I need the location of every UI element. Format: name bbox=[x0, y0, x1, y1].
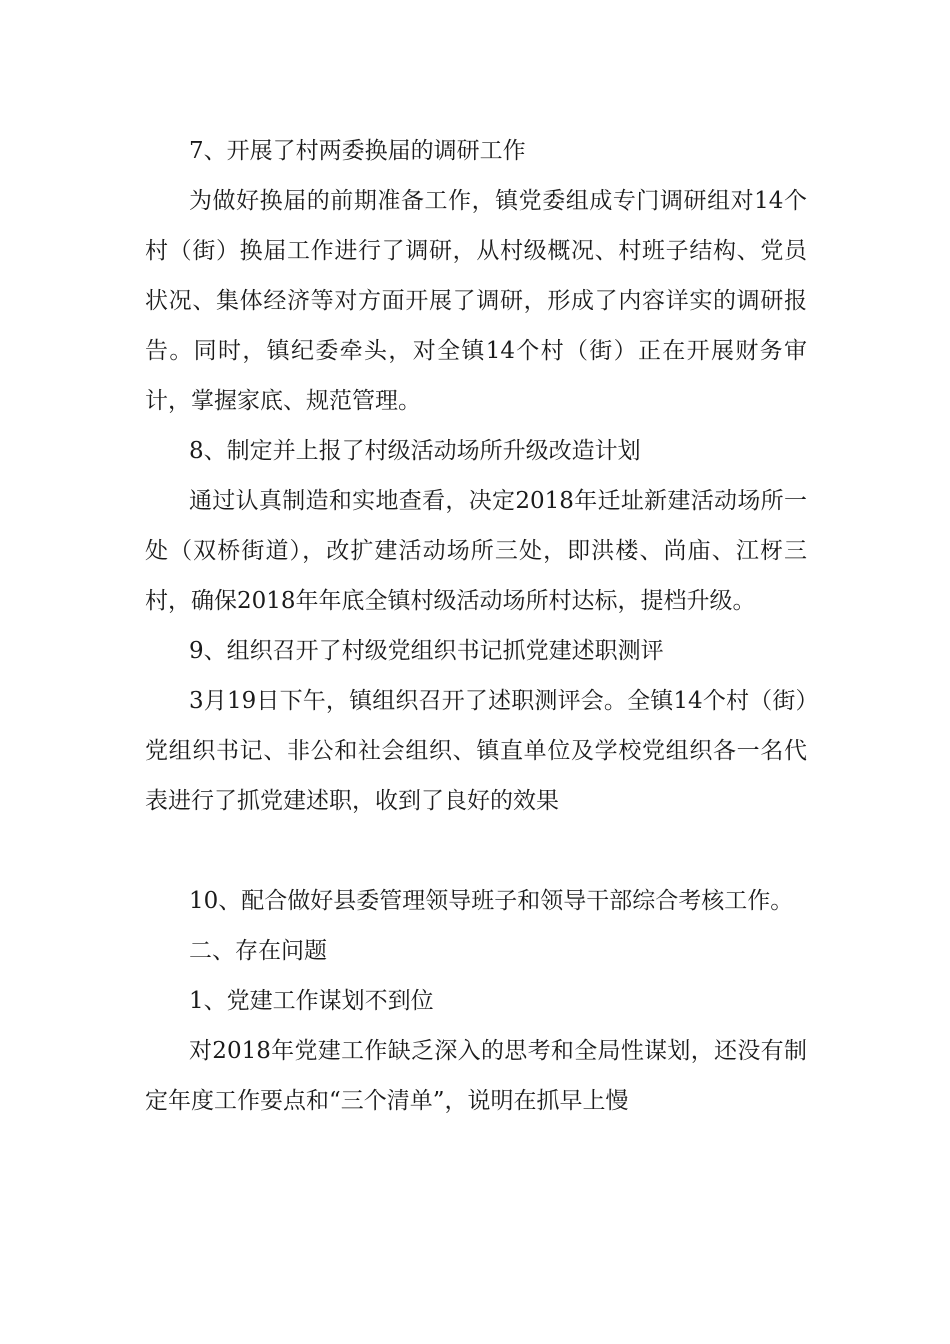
paragraph-9-body: 3月19日下午，镇组织召开了述职测评会。全镇14个村（街）党组织书记、非公和社会组织、镇直单位及学校党组织各一名代表进行了抓党建述职，收到了良好的效果 bbox=[145, 688, 807, 814]
paragraph-7-body: 为做好换届的前期准备工作，镇党委组成专门调研组对14个村（街）换届工作进行了调研，从村级概况、村班子结构、党员状况、集体经济等对方面开展了调研，形成了内容详实的调研报告。同时，镇纪委牵头，对全镇14个村（街）正在开展财务审计，掌握家底、规范管理。 bbox=[145, 188, 807, 414]
paragraph-8-body: 通过认真制造和实地查看，决定2018年迁址新建活动场所一处（双桥街道），改扩建活动场所三处，即洪楼、尚庙、江枒三村，确保2018年年底全镇村级活动场所村达标，提档升级。 bbox=[145, 488, 807, 614]
problem-heading-1: 1、党建工作谋划不到位 bbox=[189, 988, 434, 1014]
section-heading-7: 7、开展了村两委换届的调研工作 bbox=[189, 138, 526, 164]
section-heading-8: 8、制定并上报了村级活动场所升级改造计划 bbox=[189, 438, 641, 464]
section-heading-9: 9、组织召开了村级党组织书记抓党建述职测评 bbox=[189, 638, 664, 664]
document-body bbox=[145, 126, 807, 1126]
problem-1-body: 对2018年党建工作缺乏深入的思考和全局性谋划，还没有制定年度工作要点和“三个清单”，说明在抓早上慢 bbox=[145, 1038, 807, 1114]
blank-line bbox=[145, 826, 807, 876]
section-heading-problems: 二、存在问题 bbox=[189, 938, 327, 964]
paragraph-10: 10、配合做好县委管理领导班子和领导干部综合考核工作。 bbox=[189, 888, 794, 914]
